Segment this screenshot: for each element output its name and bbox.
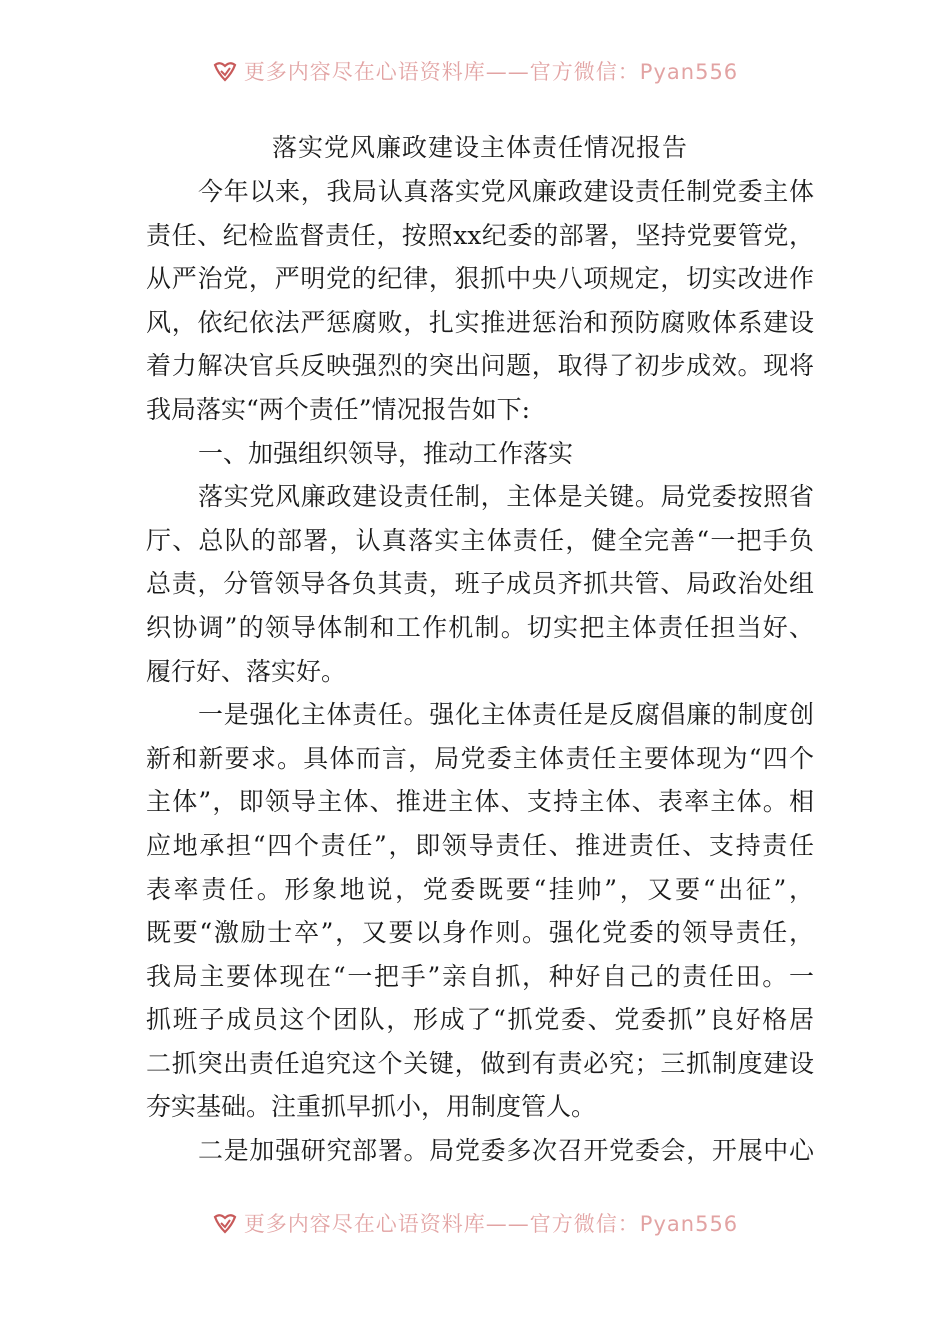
text-line: 二抓突出责任追究这个关键，做到有责必究；三抓制度建设 <box>146 1048 814 1078</box>
text-line: 责任、纪检监督责任，按照xx纪委的部署，坚持党要管党， <box>146 220 814 250</box>
watermark-text: 更多内容尽在心语资料库——官方微信：Pyan556 <box>243 60 739 84</box>
document-body <box>146 126 814 1173</box>
document-title: 落实党风廉政建设主体责任情况报告 <box>271 133 688 162</box>
text-line: 今年以来，我局认真落实党风廉政建设责任制党委主体 <box>198 177 814 206</box>
text-line: 一是强化主体责任。强化主体责任是反腐倡廉的制度创 <box>198 700 814 730</box>
text-line: 风，依纪依法严惩腐败，扎实推进惩治和预防腐败体系建设 <box>146 307 814 337</box>
text-line: 我局主要体现在“一把手”亲自抓，种好自己的责任田。一 <box>146 961 814 991</box>
text-line: 我局落实“两个责任”情况报告如下: <box>146 394 530 424</box>
header-watermark <box>0 56 950 86</box>
watermark-logo-icon <box>212 59 238 83</box>
text-line: 新和新要求。具体而言，局党委主体责任主要体现为“四个 <box>146 743 814 773</box>
text-line: 一、加强组织领导，推动工作落实 <box>198 438 574 468</box>
watermark-text: 更多内容尽在心语资料库——官方微信：Pyan556 <box>243 1212 739 1236</box>
watermark-logo-icon <box>212 1211 238 1235</box>
text-line: 总责，分管领导各负其责，班子成员齐抓共管、局政治处组 <box>146 569 814 599</box>
footer-watermark <box>0 1208 950 1238</box>
text-line: 履行好、落实好。 <box>146 656 347 686</box>
text-line: 应地承担“四个责任”，即领导责任、推进责任、支持责任 <box>146 830 814 860</box>
text-line: 织协调”的领导体制和工作机制。切实把主体责任担当好、 <box>146 612 814 642</box>
text-line: 既要“激励士卒”，又要以身作则。强化党委的领导责任， <box>146 918 814 948</box>
document-paragraphs <box>146 170 814 1173</box>
text-line: 从严治党，严明党的纪律，狠抓中央八项规定，切实改进作 <box>146 264 814 294</box>
text-line: 表率责任。形象地说，党委既要“挂帅”，又要“出征”， <box>146 874 815 904</box>
text-line: 抓班子成员这个团队，形成了“抓党委、党委抓”良好格居 <box>146 1005 814 1035</box>
text-line: 夯实基础。注重抓早抓小，用制度管人。 <box>146 1092 597 1122</box>
text-line: 厅、总队的部署，认真落实主体责任，健全完善“一把手负 <box>146 525 814 555</box>
text-line: 主体”，即领导主体、推进主体、支持主体、表率主体。相 <box>146 787 814 817</box>
text-line: 着力解决官兵反映强烈的突出问题，取得了初步成效。现将 <box>146 351 814 381</box>
text-line: 二是加强研究部署。局党委多次召开党委会，开展中心 <box>198 1136 814 1166</box>
text-line: 落实党风廉政建设责任制，主体是关键。局党委按照省 <box>198 482 814 512</box>
